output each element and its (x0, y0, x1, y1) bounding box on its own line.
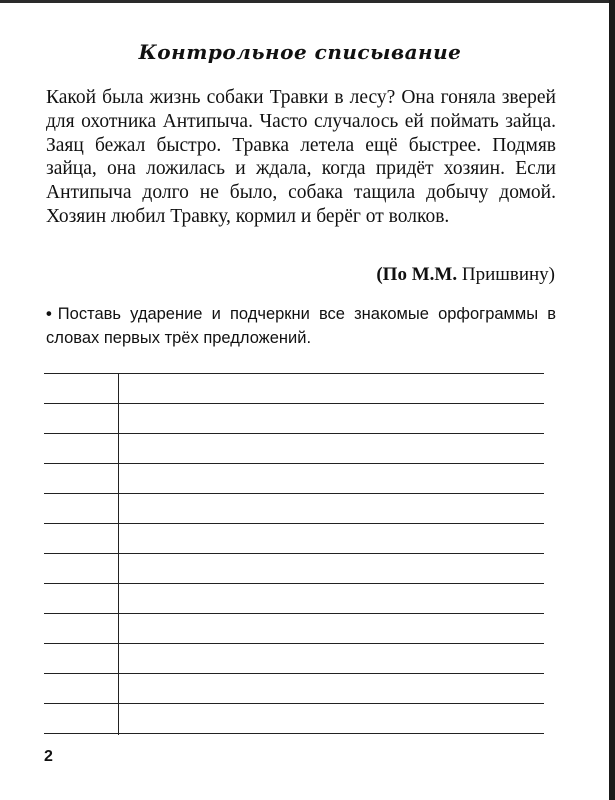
margin-line (118, 373, 119, 735)
ruled-line (44, 523, 544, 524)
dictation-text (46, 86, 556, 229)
ruled-line (44, 463, 544, 464)
task-text: Поставь ударение и подчеркни все знакомые орфограммы в словах первых трёх предложений. (46, 305, 556, 347)
page-top-edge (0, 0, 615, 3)
writing-lines[interactable] (44, 373, 544, 735)
attribution (376, 264, 555, 286)
attribution-prefix: (По М.М. (376, 264, 458, 285)
task-instruction (46, 302, 556, 350)
ruled-line (44, 613, 544, 614)
ruled-line (44, 403, 544, 404)
ruled-line (44, 493, 544, 494)
ruled-line (44, 373, 544, 374)
ruled-line (44, 583, 544, 584)
ruled-line (44, 673, 544, 674)
ruled-line (44, 433, 544, 434)
ruled-line (44, 643, 544, 644)
ruled-line (44, 553, 544, 554)
page-number: 2 (44, 748, 53, 765)
ruled-line (44, 703, 544, 704)
bullet-icon: • (46, 305, 52, 323)
dictation-paragraph: Какой была жизнь собаки Травки в лесу? Она гоняла зверей для охотника Антипыча. Часто случалось ей поймать зайца. Заяц бежал быстро. Травка летела ещё быстрее. Подмяв зайца, она ложилась и ждала, когда придёт хозяин. Если Антипыча долго не было, собака тащила добычу домой. Хозяин любил Травку, кормил и берёг от волков. (46, 87, 556, 227)
ruled-line (44, 733, 544, 734)
page-title: Контрольное списывание (138, 40, 462, 64)
attribution-author: Пришвину) (461, 264, 555, 285)
page-right-edge (609, 0, 615, 800)
